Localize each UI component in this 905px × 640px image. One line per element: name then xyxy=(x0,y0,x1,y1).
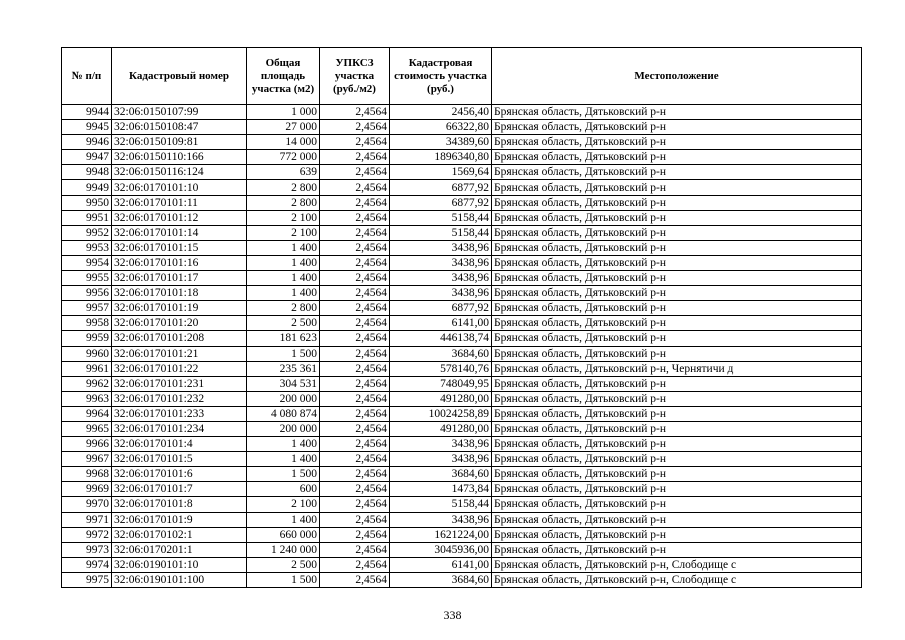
cell-upksz: 2,4564 xyxy=(320,150,390,165)
cell-cadastral-number: 32:06:0170101:10 xyxy=(112,180,247,195)
cell-location: Брянская область, Дятьковский р-н xyxy=(492,195,862,210)
cell-area: 2 500 xyxy=(247,557,320,572)
table-row xyxy=(62,255,862,270)
table-row xyxy=(62,512,862,527)
cell-cadastral-value: 5158,44 xyxy=(390,225,492,240)
table-row xyxy=(62,120,862,135)
cell-number: 9972 xyxy=(62,527,112,542)
cell-cadastral-value: 3438,96 xyxy=(390,271,492,286)
cell-number: 9971 xyxy=(62,512,112,527)
cell-cadastral-value: 6141,00 xyxy=(390,557,492,572)
cell-cadastral-value: 446138,74 xyxy=(390,331,492,346)
cell-cadastral-number: 32:06:0170101:5 xyxy=(112,452,247,467)
table-row xyxy=(62,542,862,557)
cell-number: 9956 xyxy=(62,286,112,301)
table-row xyxy=(62,346,862,361)
cell-cadastral-value: 3684,60 xyxy=(390,346,492,361)
cell-cadastral-number: 32:06:0150108:47 xyxy=(112,120,247,135)
cell-cadastral-number: 32:06:0170101:14 xyxy=(112,225,247,240)
cell-area: 1 000 xyxy=(247,105,320,120)
cell-upksz: 2,4564 xyxy=(320,421,390,436)
cell-location: Брянская область, Дятьковский р-н xyxy=(492,271,862,286)
col-header-cadastral-value: Кадастровая стоимость участка (руб.) xyxy=(390,48,492,105)
col-header-cadastral-number: Кадастровый номер xyxy=(112,48,247,105)
cell-location: Брянская область, Дятьковский р-н xyxy=(492,527,862,542)
cell-upksz: 2,4564 xyxy=(320,437,390,452)
cell-area: 27 000 xyxy=(247,120,320,135)
cell-number: 9946 xyxy=(62,135,112,150)
table-row xyxy=(62,361,862,376)
cell-number: 9959 xyxy=(62,331,112,346)
cell-cadastral-number: 32:06:0170101:20 xyxy=(112,316,247,331)
cell-upksz: 2,4564 xyxy=(320,316,390,331)
table-row xyxy=(62,557,862,572)
cell-location: Брянская область, Дятьковский р-н xyxy=(492,421,862,436)
cell-area: 2 800 xyxy=(247,180,320,195)
cell-upksz: 2,4564 xyxy=(320,557,390,572)
cell-area: 1 500 xyxy=(247,467,320,482)
table-row xyxy=(62,497,862,512)
table-row xyxy=(62,135,862,150)
cell-area: 1 400 xyxy=(247,452,320,467)
cell-cadastral-number: 32:06:0170101:232 xyxy=(112,391,247,406)
cell-area: 235 361 xyxy=(247,361,320,376)
cell-area: 2 800 xyxy=(247,301,320,316)
cell-cadastral-value: 3684,60 xyxy=(390,572,492,587)
cell-number: 9967 xyxy=(62,452,112,467)
cell-location: Брянская область, Дятьковский р-н xyxy=(492,452,862,467)
cell-location: Брянская область, Дятьковский р-н xyxy=(492,150,862,165)
cell-number: 9969 xyxy=(62,482,112,497)
cell-number: 9951 xyxy=(62,210,112,225)
cell-upksz: 2,4564 xyxy=(320,482,390,497)
table-row xyxy=(62,391,862,406)
cell-cadastral-number: 32:06:0170101:11 xyxy=(112,195,247,210)
cell-number: 9975 xyxy=(62,572,112,587)
table-row xyxy=(62,105,862,120)
cell-area: 181 623 xyxy=(247,331,320,346)
cell-location: Брянская область, Дятьковский р-н xyxy=(492,210,862,225)
cell-area: 200 000 xyxy=(247,421,320,436)
cell-cadastral-number: 32:06:0170102:1 xyxy=(112,527,247,542)
cell-cadastral-number: 32:06:0170201:1 xyxy=(112,542,247,557)
cell-area: 200 000 xyxy=(247,391,320,406)
cell-location: Брянская область, Дятьковский р-н xyxy=(492,180,862,195)
cell-cadastral-number: 32:06:0150116:124 xyxy=(112,165,247,180)
cell-upksz: 2,4564 xyxy=(320,225,390,240)
cell-cadastral-number: 32:06:0190101:10 xyxy=(112,557,247,572)
cell-location: Брянская область, Дятьковский р-н xyxy=(492,497,862,512)
cell-area: 2 100 xyxy=(247,210,320,225)
cell-upksz: 2,4564 xyxy=(320,180,390,195)
cell-cadastral-value: 66322,80 xyxy=(390,120,492,135)
cell-upksz: 2,4564 xyxy=(320,406,390,421)
cell-upksz: 2,4564 xyxy=(320,346,390,361)
cell-cadastral-number: 32:06:0150110:166 xyxy=(112,150,247,165)
cell-cadastral-value: 578140,76 xyxy=(390,361,492,376)
cell-area: 772 000 xyxy=(247,150,320,165)
cell-location: Брянская область, Дятьковский р-н xyxy=(492,467,862,482)
cell-cadastral-value: 748049,95 xyxy=(390,376,492,391)
cell-cadastral-value: 5158,44 xyxy=(390,210,492,225)
table-row xyxy=(62,150,862,165)
cell-location: Брянская область, Дятьковский р-н xyxy=(492,225,862,240)
table-row xyxy=(62,240,862,255)
cell-cadastral-number: 32:06:0170101:21 xyxy=(112,346,247,361)
cell-area: 660 000 xyxy=(247,527,320,542)
cell-cadastral-value: 1621224,00 xyxy=(390,527,492,542)
table-row xyxy=(62,421,862,436)
table-row xyxy=(62,316,862,331)
cell-location: Брянская область, Дятьковский р-н xyxy=(492,301,862,316)
table-row xyxy=(62,180,862,195)
cell-number: 9973 xyxy=(62,542,112,557)
table-row xyxy=(62,195,862,210)
cell-location: Брянская область, Дятьковский р-н xyxy=(492,331,862,346)
cell-cadastral-value: 1473,84 xyxy=(390,482,492,497)
cell-location: Брянская область, Дятьковский р-н xyxy=(492,376,862,391)
cell-area: 1 500 xyxy=(247,346,320,361)
cell-area: 1 400 xyxy=(247,240,320,255)
cell-area: 600 xyxy=(247,482,320,497)
cell-upksz: 2,4564 xyxy=(320,542,390,557)
cell-location: Брянская область, Дятьковский р-н xyxy=(492,482,862,497)
cell-upksz: 2,4564 xyxy=(320,467,390,482)
cell-cadastral-value: 1896340,80 xyxy=(390,150,492,165)
cell-cadastral-number: 32:06:0170101:4 xyxy=(112,437,247,452)
cell-upksz: 2,4564 xyxy=(320,240,390,255)
cell-area: 1 400 xyxy=(247,512,320,527)
cell-cadastral-value: 6877,92 xyxy=(390,180,492,195)
cell-location: Брянская область, Дятьковский р-н xyxy=(492,406,862,421)
cell-area: 2 100 xyxy=(247,225,320,240)
col-header-location: Местоположение xyxy=(492,48,862,105)
cell-number: 9966 xyxy=(62,437,112,452)
col-header-area: Общая площадь участка (м2) xyxy=(247,48,320,105)
table-row xyxy=(62,482,862,497)
cell-number: 9965 xyxy=(62,421,112,436)
col-header-number: № п/п xyxy=(62,48,112,105)
col-header-upksz: УПКСЗ участка (руб./м2) xyxy=(320,48,390,105)
cell-location: Брянская область, Дятьковский р-н xyxy=(492,316,862,331)
table-body xyxy=(62,105,862,588)
cell-number: 9968 xyxy=(62,467,112,482)
cell-location: Брянская область, Дятьковский р-н xyxy=(492,346,862,361)
cell-cadastral-value: 1569,64 xyxy=(390,165,492,180)
cell-location: Брянская область, Дятьковский р-н xyxy=(492,286,862,301)
cell-number: 9958 xyxy=(62,316,112,331)
cell-cadastral-number: 32:06:0150107:99 xyxy=(112,105,247,120)
cell-cadastral-value: 34389,60 xyxy=(390,135,492,150)
cell-area: 2 800 xyxy=(247,195,320,210)
table-row xyxy=(62,210,862,225)
cell-cadastral-number: 32:06:0170101:22 xyxy=(112,361,247,376)
cell-upksz: 2,4564 xyxy=(320,527,390,542)
table-row xyxy=(62,406,862,421)
table-row xyxy=(62,301,862,316)
cell-location: Брянская область, Дятьковский р-н xyxy=(492,437,862,452)
cell-number: 9953 xyxy=(62,240,112,255)
cell-cadastral-value: 3438,96 xyxy=(390,240,492,255)
cell-cadastral-value: 491280,00 xyxy=(390,421,492,436)
cell-location: Брянская область, Дятьковский р-н xyxy=(492,120,862,135)
cell-cadastral-value: 5158,44 xyxy=(390,497,492,512)
cell-upksz: 2,4564 xyxy=(320,301,390,316)
cadastral-table xyxy=(61,47,862,588)
cell-upksz: 2,4564 xyxy=(320,572,390,587)
cell-area: 639 xyxy=(247,165,320,180)
cell-area: 1 240 000 xyxy=(247,542,320,557)
cell-cadastral-number: 32:06:0150109:81 xyxy=(112,135,247,150)
cell-cadastral-number: 32:06:0170101:231 xyxy=(112,376,247,391)
cell-number: 9944 xyxy=(62,105,112,120)
cell-number: 9947 xyxy=(62,150,112,165)
cell-area: 304 531 xyxy=(247,376,320,391)
cell-number: 9945 xyxy=(62,120,112,135)
cell-cadastral-number: 32:06:0170101:17 xyxy=(112,271,247,286)
cell-cadastral-number: 32:06:0190101:100 xyxy=(112,572,247,587)
cell-upksz: 2,4564 xyxy=(320,361,390,376)
cell-upksz: 2,4564 xyxy=(320,286,390,301)
cell-cadastral-number: 32:06:0170101:12 xyxy=(112,210,247,225)
cell-location: Брянская область, Дятьковский р-н xyxy=(492,105,862,120)
cell-cadastral-value: 3438,96 xyxy=(390,286,492,301)
cell-number: 9952 xyxy=(62,225,112,240)
cell-cadastral-value: 3438,96 xyxy=(390,452,492,467)
table-header xyxy=(62,48,862,105)
cell-upksz: 2,4564 xyxy=(320,271,390,286)
table-row xyxy=(62,527,862,542)
cell-upksz: 2,4564 xyxy=(320,165,390,180)
cell-cadastral-value: 6877,92 xyxy=(390,195,492,210)
cell-cadastral-number: 32:06:0170101:19 xyxy=(112,301,247,316)
cell-area: 4 080 874 xyxy=(247,406,320,421)
cell-number: 9954 xyxy=(62,255,112,270)
cell-upksz: 2,4564 xyxy=(320,195,390,210)
table-row xyxy=(62,376,862,391)
cell-cadastral-number: 32:06:0170101:8 xyxy=(112,497,247,512)
cell-upksz: 2,4564 xyxy=(320,120,390,135)
cell-cadastral-value: 6877,92 xyxy=(390,301,492,316)
cell-cadastral-value: 10024258,89 xyxy=(390,406,492,421)
table-row xyxy=(62,572,862,587)
cell-area: 1 400 xyxy=(247,271,320,286)
page-number: 338 xyxy=(443,608,462,622)
cell-number: 9961 xyxy=(62,361,112,376)
cell-number: 9955 xyxy=(62,271,112,286)
cell-number: 9963 xyxy=(62,391,112,406)
cell-number: 9974 xyxy=(62,557,112,572)
cell-cadastral-number: 32:06:0170101:15 xyxy=(112,240,247,255)
cell-location: Брянская область, Дятьковский р-н xyxy=(492,542,862,557)
cell-location: Брянская область, Дятьковский р-н xyxy=(492,512,862,527)
cell-number: 9964 xyxy=(62,406,112,421)
cell-number: 9970 xyxy=(62,497,112,512)
table-row xyxy=(62,331,862,346)
cell-cadastral-value: 2456,40 xyxy=(390,105,492,120)
cell-cadastral-number: 32:06:0170101:9 xyxy=(112,512,247,527)
cell-upksz: 2,4564 xyxy=(320,210,390,225)
table-row xyxy=(62,467,862,482)
cell-area: 14 000 xyxy=(247,135,320,150)
cell-cadastral-number: 32:06:0170101:18 xyxy=(112,286,247,301)
cell-upksz: 2,4564 xyxy=(320,105,390,120)
cell-location: Брянская область, Дятьковский р-н, Слободище с xyxy=(492,557,862,572)
cell-number: 9950 xyxy=(62,195,112,210)
cell-area: 2 100 xyxy=(247,497,320,512)
table-row xyxy=(62,225,862,240)
cell-number: 9962 xyxy=(62,376,112,391)
cell-upksz: 2,4564 xyxy=(320,135,390,150)
cell-area: 1 400 xyxy=(247,286,320,301)
table-row xyxy=(62,286,862,301)
cell-cadastral-value: 3684,60 xyxy=(390,467,492,482)
cell-location: Брянская область, Дятьковский р-н xyxy=(492,240,862,255)
cell-cadastral-number: 32:06:0170101:16 xyxy=(112,255,247,270)
cell-number: 9948 xyxy=(62,165,112,180)
cell-cadastral-number: 32:06:0170101:6 xyxy=(112,467,247,482)
cell-upksz: 2,4564 xyxy=(320,512,390,527)
table-row xyxy=(62,437,862,452)
table-row xyxy=(62,165,862,180)
cell-location: Брянская область, Дятьковский р-н xyxy=(492,165,862,180)
cell-cadastral-number: 32:06:0170101:208 xyxy=(112,331,247,346)
cell-number: 9960 xyxy=(62,346,112,361)
cell-cadastral-number: 32:06:0170101:234 xyxy=(112,421,247,436)
cell-cadastral-value: 3438,96 xyxy=(390,255,492,270)
cell-upksz: 2,4564 xyxy=(320,331,390,346)
cell-upksz: 2,4564 xyxy=(320,255,390,270)
cell-location: Брянская область, Дятьковский р-н xyxy=(492,255,862,270)
cell-upksz: 2,4564 xyxy=(320,497,390,512)
cell-location: Брянская область, Дятьковский р-н, Слободище с xyxy=(492,572,862,587)
cell-upksz: 2,4564 xyxy=(320,452,390,467)
cell-cadastral-value: 6141,00 xyxy=(390,316,492,331)
cell-cadastral-number: 32:06:0170101:7 xyxy=(112,482,247,497)
cell-location: Брянская область, Дятьковский р-н xyxy=(492,391,862,406)
cell-cadastral-value: 3438,96 xyxy=(390,512,492,527)
cell-location: Брянская область, Дятьковский р-н xyxy=(492,135,862,150)
cell-area: 1 400 xyxy=(247,255,320,270)
cell-upksz: 2,4564 xyxy=(320,391,390,406)
cell-number: 9949 xyxy=(62,180,112,195)
cell-location: Брянская область, Дятьковский р-н, Чернятичи д xyxy=(492,361,862,376)
cell-number: 9957 xyxy=(62,301,112,316)
table-row xyxy=(62,452,862,467)
cell-area: 1 500 xyxy=(247,572,320,587)
cell-area: 2 500 xyxy=(247,316,320,331)
cell-cadastral-value: 3438,96 xyxy=(390,437,492,452)
cell-cadastral-number: 32:06:0170101:233 xyxy=(112,406,247,421)
cell-area: 1 400 xyxy=(247,437,320,452)
cell-upksz: 2,4564 xyxy=(320,376,390,391)
cell-cadastral-value: 491280,00 xyxy=(390,391,492,406)
table-row xyxy=(62,271,862,286)
cell-cadastral-value: 3045936,00 xyxy=(390,542,492,557)
